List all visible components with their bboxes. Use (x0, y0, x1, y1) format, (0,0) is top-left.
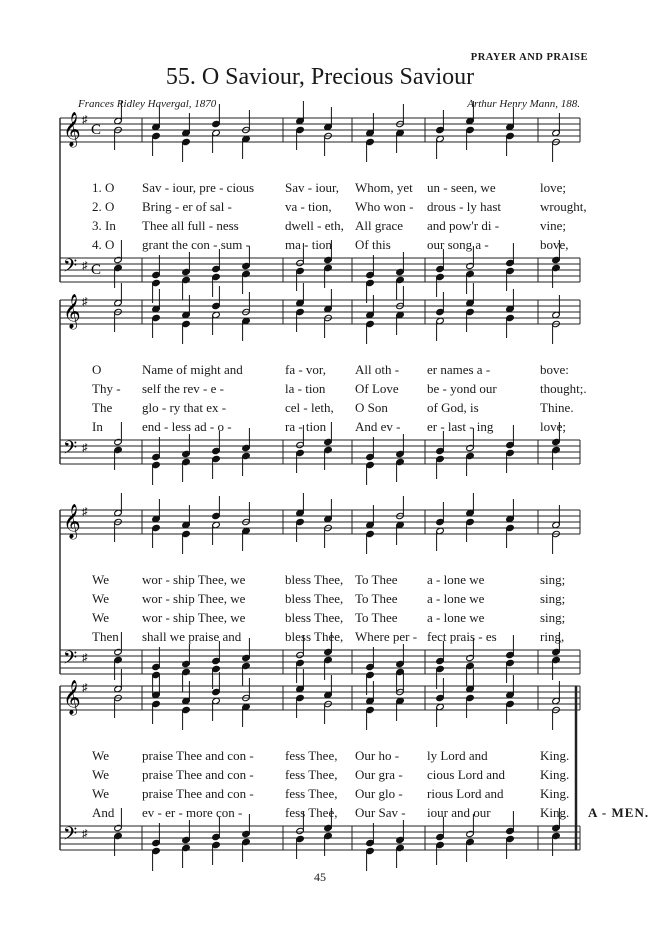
lyric-syllable: drous - ly hast (427, 199, 502, 214)
amen-label: A - MEN. (588, 805, 649, 820)
treble-staff (60, 118, 580, 142)
lyric-syllable: Thee all full - ness (142, 218, 239, 233)
lyric-syllable: la - tion (285, 381, 326, 396)
composer-credit: Arthur Henry Mann, 188. (467, 98, 580, 110)
lyric-syllable: Our gra - (355, 767, 403, 782)
lyric-syllable: King. (540, 748, 570, 763)
lyric-syllable: praise Thee and con - (142, 767, 254, 782)
lyric-syllable: end - less ad - o - (142, 419, 232, 434)
lyric-syllable: bove, (540, 237, 569, 252)
common-time-icon: C (91, 122, 102, 138)
lyric-syllable: Where per - (355, 629, 418, 644)
lyric-syllable: Bring - er of sal - (142, 199, 232, 214)
sharp-icon: ♯ (82, 442, 88, 454)
lyric-syllable: praise Thee and con - (142, 748, 254, 763)
common-time-icon: C (91, 262, 102, 278)
lyric-syllable: sing; (540, 591, 566, 606)
lyric-syllable: wor - ship Thee, we (142, 610, 246, 625)
lyric-syllable: And (92, 805, 115, 820)
lyric-syllable: King. (540, 805, 570, 820)
treble-staff (60, 686, 580, 710)
treble-clef-icon: 𝄞 (63, 294, 81, 329)
lyric-syllable: Whom, yet (355, 180, 413, 195)
lyric-syllable: cious Lord and (427, 767, 505, 782)
lyric-syllable: vine; (540, 218, 566, 233)
lyric-syllable: We (92, 786, 109, 801)
lyric-syllable: sing; (540, 572, 566, 587)
lyric-syllable: To Thee (355, 610, 398, 625)
treble-staff (60, 300, 580, 324)
lyric-syllable: be - yond our (427, 381, 497, 396)
sharp-icon: ♯ (82, 260, 88, 272)
lyric-syllable: 3. In (92, 218, 116, 233)
lyric-syllable: wor - ship Thee, we (142, 591, 246, 606)
lyric-syllable: ma - tion (285, 237, 332, 252)
lyric-syllable: 2. O (92, 199, 115, 214)
lyric-syllable: Our ho - (355, 748, 400, 763)
lyric-syllable: fect prais - es (427, 629, 497, 644)
lyric-syllable: Sav - iour, pre - cious (142, 180, 255, 195)
lyric-syllable: King. (540, 767, 570, 782)
lyric-syllable: er names a - (427, 362, 491, 377)
lyric-syllable: O Son (355, 400, 388, 415)
lyric-syllable: O (92, 362, 102, 377)
lyric-syllable: love; (540, 180, 566, 195)
bass-staff (60, 258, 580, 282)
bass-staff (60, 440, 580, 464)
lyric-syllable: Sav - iour, (285, 180, 339, 195)
lyric-syllable: fess Thee, (285, 767, 338, 782)
lyric-syllable: Of this (355, 237, 391, 252)
lyric-syllable: 4. O (92, 237, 115, 252)
lyric-syllable: bless Thee, (285, 629, 344, 644)
bass-clef-icon: 𝄢 (63, 824, 78, 849)
lyric-syllable: wrought, (540, 199, 587, 214)
hymn-title: 55. O Saviour, Precious Saviour (165, 64, 475, 90)
lyric-syllable: ly Lord and (427, 748, 488, 763)
lyric-syllable: bless Thee, (285, 610, 344, 625)
bass-clef-icon: 𝄢 (63, 438, 78, 463)
lyric-syllable: glo - ry that ex - (142, 400, 227, 415)
sharp-icon: ♯ (82, 652, 88, 664)
lyric-syllable: praise Thee and con - (142, 786, 254, 801)
lyric-syllable: We (92, 591, 109, 606)
lyric-syllable: To Thee (355, 572, 398, 587)
lyric-syllable: dwell - eth, (285, 218, 344, 233)
lyric-syllable: Our Sav - (355, 805, 406, 820)
lyric-syllable: King. (540, 786, 570, 801)
lyric-syllable: er - last - ing (427, 419, 494, 434)
treble-staff (60, 510, 580, 534)
lyric-syllable: Of Love (355, 381, 399, 396)
lyric-syllable: fess Thee, (285, 748, 338, 763)
lyric-syllable: To Thee (355, 591, 398, 606)
lyric-syllable: un - seen, we (427, 180, 496, 195)
sharp-icon: ♯ (82, 506, 88, 518)
lyric-syllable: ra - tion (285, 419, 327, 434)
lyric-syllable: thought;. (540, 381, 587, 396)
lyric-syllable: All grace (355, 218, 404, 233)
treble-clef-icon: 𝄞 (63, 504, 81, 539)
lyric-syllable: fa - vor, (285, 362, 326, 377)
lyric-syllable: Who won - (355, 199, 414, 214)
bass-staff (60, 650, 580, 674)
treble-clef-icon: 𝄞 (63, 112, 81, 147)
lyric-syllable: a - lone we (427, 591, 485, 606)
lyric-syllable: Then (92, 629, 119, 644)
lyric-syllable: sing; (540, 610, 566, 625)
lyric-syllable: We (92, 572, 109, 587)
page-number: 45 (314, 870, 326, 884)
lyric-syllable: We (92, 767, 109, 782)
lyric-syllable: fess Thee, (285, 786, 338, 801)
bass-clef-icon: 𝄢 (63, 256, 78, 281)
lyric-syllable: iour and our (427, 805, 491, 820)
lyric-syllable: grant the con - sum - (142, 237, 250, 252)
lyric-syllable: of God, is (427, 400, 479, 415)
bass-staff (60, 826, 580, 850)
lyric-syllable: a - lone we (427, 610, 485, 625)
lyric-syllable: wor - ship Thee, we (142, 572, 246, 587)
lyric-syllable: bove: (540, 362, 569, 377)
lyric-syllable: self the rev - e - (142, 381, 224, 396)
lyric-syllable: a - lone we (427, 572, 485, 587)
lyric-syllable: fess Thee, (285, 805, 338, 820)
lyric-syllable: Name of might and (142, 362, 243, 377)
lyric-syllable: We (92, 610, 109, 625)
lyric-syllable: shall we praise and (142, 629, 242, 644)
lyric-syllable: love; (540, 419, 566, 434)
sharp-icon: ♯ (82, 828, 88, 840)
lyric-syllable: In (92, 419, 103, 434)
lyric-syllable: ev - er - more con - (142, 805, 243, 820)
sharp-icon: ♯ (82, 682, 88, 694)
lyric-syllable: va - tion, (285, 199, 332, 214)
lyric-syllable: We (92, 748, 109, 763)
lyric-syllable: Our glo - (355, 786, 403, 801)
lyric-syllable: cel - leth, (285, 400, 334, 415)
lyric-syllable: The (92, 400, 113, 415)
lyric-syllable: bless Thee, (285, 572, 344, 587)
lyric-syllable: 1. O (92, 180, 115, 195)
sharp-icon: ♯ (82, 296, 88, 308)
lyric-syllable: our song a - (427, 237, 489, 252)
lyric-syllable: bless Thee, (285, 591, 344, 606)
bass-clef-icon: 𝄢 (63, 648, 78, 673)
lyric-syllable: Thy - (92, 381, 121, 396)
lyric-syllable: Thine. (540, 400, 574, 415)
author-credit: Frances Ridley Havergal, 1870 (78, 98, 217, 110)
running-header: PRAYER AND PRAISE (470, 52, 588, 63)
lyric-syllable: ring, (540, 629, 565, 644)
lyric-syllable: rious Lord and (427, 786, 504, 801)
sharp-icon: ♯ (82, 114, 88, 126)
treble-clef-icon: 𝄞 (63, 680, 81, 715)
lyric-syllable: and pow'r di - (427, 218, 500, 233)
lyric-syllable: All oth - (355, 362, 400, 377)
lyric-syllable: And ev - (355, 419, 401, 434)
